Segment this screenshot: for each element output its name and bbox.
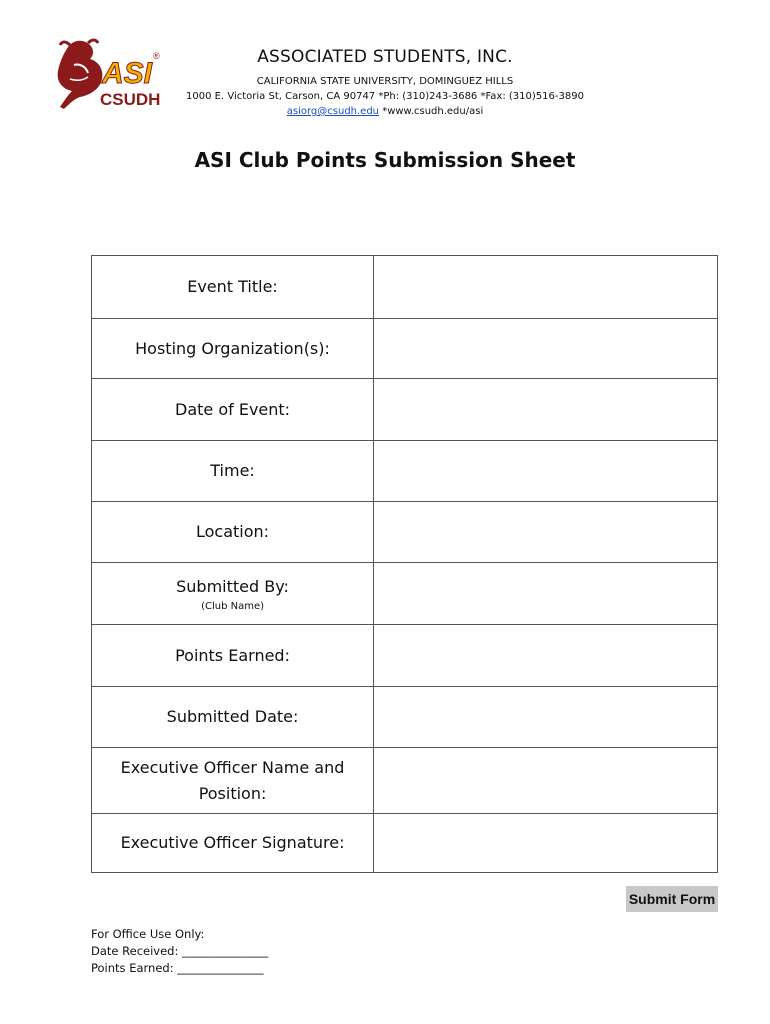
date-received-line: Date Received: _______________ xyxy=(91,944,269,958)
date-of-event-field[interactable] xyxy=(374,379,718,441)
form-row-points-earned xyxy=(92,625,718,687)
submitted-by-cell xyxy=(92,563,374,625)
location-label: Location: xyxy=(92,502,374,563)
event-title-label: Event Title: xyxy=(92,256,374,319)
logo-registered-mark: ® xyxy=(153,51,160,61)
office-use-heading: For Office Use Only: xyxy=(91,927,205,941)
points-earned-label: Points Earned: xyxy=(92,625,374,687)
time-field[interactable] xyxy=(374,441,718,502)
submitted-by-field[interactable] xyxy=(374,563,718,625)
website-text: *www.csudh.edu/asi xyxy=(379,106,484,117)
officer-name-label: Executive Officer Name and Position: xyxy=(92,748,374,814)
hosting-org-field[interactable] xyxy=(374,319,718,379)
contact-line xyxy=(160,106,610,117)
form-row-time xyxy=(92,441,718,502)
logo-asi-text: ASI xyxy=(102,57,153,90)
email-link[interactable]: asiorg@csudh.edu xyxy=(286,106,380,117)
officer-signature-field[interactable] xyxy=(374,814,718,873)
location-field[interactable] xyxy=(374,502,718,563)
office-use-section xyxy=(91,926,268,977)
form-row-submitted-date xyxy=(92,687,718,748)
letterhead xyxy=(160,45,610,117)
points-earned-line: Points Earned: _______________ xyxy=(91,961,264,975)
org-name: ASSOCIATED STUDENTS, INC. xyxy=(257,47,513,67)
submitted-date-label: Submitted Date: xyxy=(92,687,374,748)
time-label: Time: xyxy=(92,441,374,502)
logo-csudh-text: CSUDH xyxy=(100,90,161,109)
form-row-submitted-by xyxy=(92,563,718,625)
submit-form-button[interactable]: Submit Form xyxy=(626,886,718,912)
officer-name-field[interactable] xyxy=(374,748,718,814)
form-row-hosting-org xyxy=(92,319,718,379)
form-row-event-title xyxy=(92,256,718,319)
hosting-org-label: Hosting Organization(s): xyxy=(92,319,374,379)
form-row-officer-name xyxy=(92,748,718,814)
form-row-location xyxy=(92,502,718,563)
submission-form-table xyxy=(91,255,718,873)
points-earned-field[interactable] xyxy=(374,625,718,687)
form-row-officer-signature xyxy=(92,814,718,873)
date-of-event-label: Date of Event: xyxy=(92,379,374,441)
submitted-by-label: Submitted By: xyxy=(176,576,289,596)
page-title: ASI Club Points Submission Sheet xyxy=(194,148,576,172)
university-name: CALIFORNIA STATE UNIVERSITY, DOMINGUEZ HILLS xyxy=(256,76,514,87)
form-row-date-of-event xyxy=(92,379,718,441)
event-title-field[interactable] xyxy=(374,256,718,319)
asi-csudh-logo xyxy=(50,35,165,115)
officer-signature-label: Executive Officer Signature: xyxy=(92,814,374,873)
club-name-hint: (Club Name) xyxy=(201,600,264,612)
submitted-date-field[interactable] xyxy=(374,687,718,748)
address-line: 1000 E. Victoria St, Carson, CA 90747 *Ph: (310)243-3686 *Fax: (310)516-3890 xyxy=(186,91,584,102)
